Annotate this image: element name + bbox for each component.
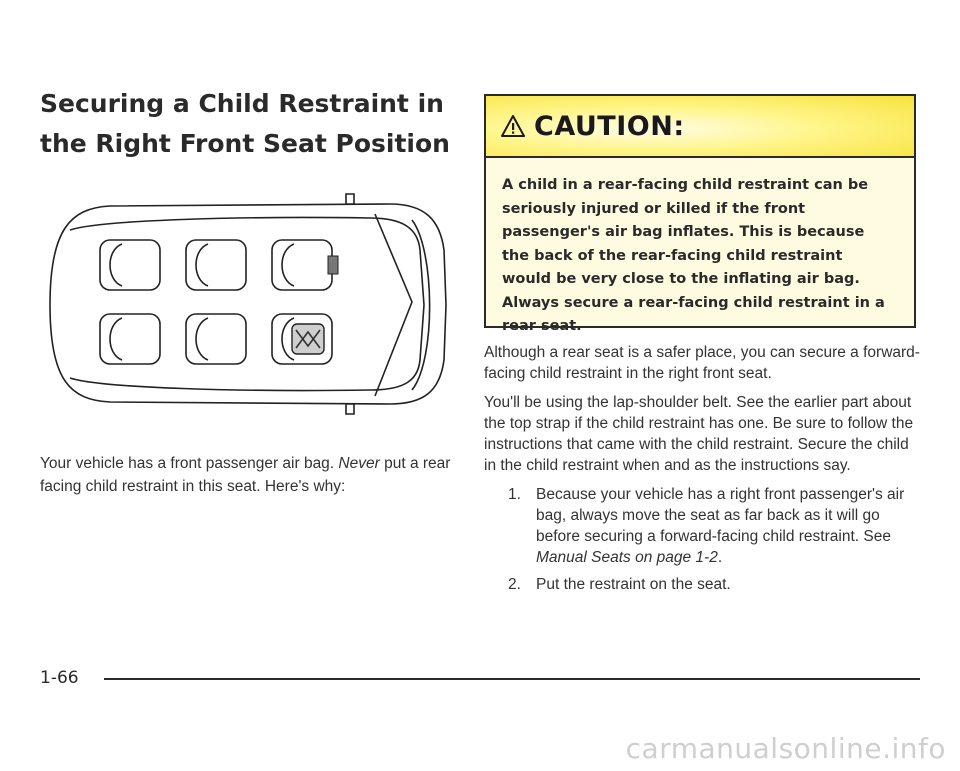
instructions-column — [484, 342, 924, 601]
cross-reference-link: Manual Seats on page 1-2 — [536, 549, 718, 566]
caution-text: A child in a rear-facing child restraint can be seriously injured or killed if the front passenger's air bag inflates. This is because the back of the rear-facing child restraint would be very close to the inflating air bag. Always secure a rear-facing child restraint in a rear seat. — [502, 177, 885, 334]
watermark: carmanualsonline.info — [625, 732, 946, 765]
step-number: 1. — [508, 486, 521, 503]
section-heading: Securing a Child Restraint in the Right Front Seat Position — [40, 89, 450, 158]
seat — [100, 240, 160, 290]
warning-triangle-icon — [500, 114, 526, 138]
mirror-bottom — [346, 404, 354, 414]
vehicle-outline — [50, 204, 446, 404]
caution-box — [484, 94, 916, 334]
mirror-top — [346, 194, 354, 204]
seat — [186, 314, 246, 364]
step-number: 2. — [508, 576, 521, 593]
caution-header — [486, 96, 914, 158]
intro-paragraph: Your vehicle has a front passenger air bag. Never put a rear facing child restraint in this seat. Here's why: — [40, 455, 451, 495]
paragraph: You'll be using the lap-shoulder belt. See the earlier part about the top strap if the child restraint has one. Be sure to follow the instructions that came with the child restraint. Secure the child in the child restraint when and as the instructions say. — [484, 394, 914, 474]
vehicle-seating-diagram — [40, 190, 460, 420]
list-item: 2. Put the restraint on the seat. — [508, 576, 731, 593]
paragraph: Although a rear seat is a safer place, you can secure a forward-facing child restraint in the right front seat. — [484, 344, 920, 382]
list-item: 1. Because your vehicle has a right front passenger's air bag, always move the seat as far back as it will go before securing a forward-facing child restraint. See Manual Seats on page 1-2. — [508, 486, 905, 566]
footer-rule — [104, 678, 920, 680]
page-number: 1-66 — [40, 668, 79, 688]
seat — [100, 314, 160, 364]
steering-wheel-icon — [292, 324, 324, 354]
steps-list — [484, 484, 924, 595]
caution-title: CAUTION: — [534, 110, 685, 142]
seat — [272, 240, 332, 290]
seat — [186, 240, 246, 290]
